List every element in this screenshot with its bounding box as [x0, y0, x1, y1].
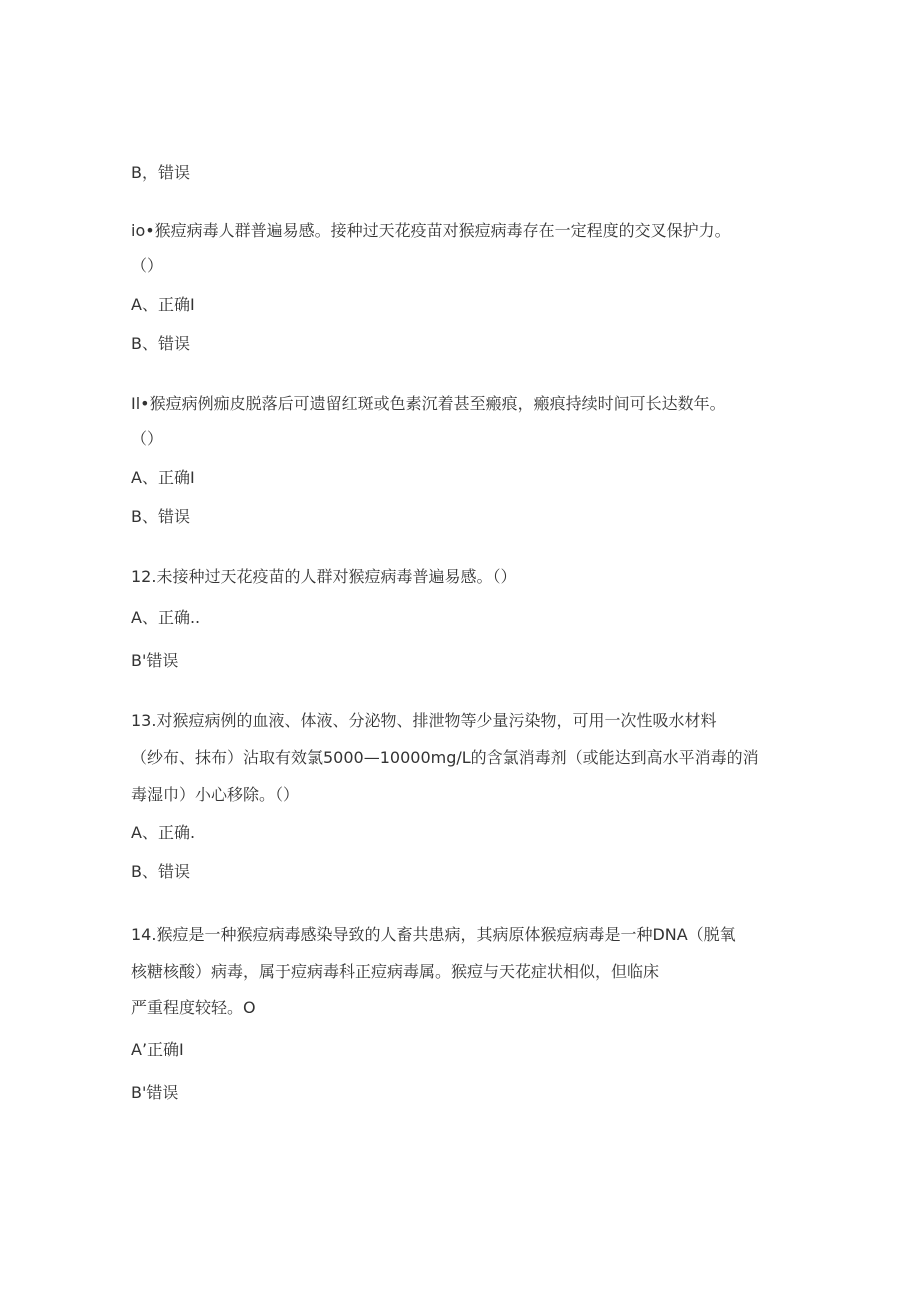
q10-question-text: io•猴痘病毒人群普遍易感。接种过天花疫苗对猴痘病毒存在一定程度的交叉保护力。 [131, 221, 731, 240]
q13-question-line-2: （纱布、抹布）沾取有效氯5000—10000mg/L的含氯消毒剂（或能达到高水平消毒的消 [131, 748, 759, 767]
q10-option-b: B、错误 [131, 334, 190, 353]
q14-question-line-2: 核糖核酸）病毒，属于痘病毒科正痘病毒属。猴痘与天花症状相似，但临床 [131, 962, 660, 981]
q10-option-a: A、正确I [131, 295, 195, 314]
q14-question-line-1: 14.猴痘是一种猴痘病毒感染导致的人畜共患病，其病原体猴痘病毒是一种DNA（脱氧 [131, 925, 736, 944]
q13-option-b: B、错误 [131, 862, 190, 881]
q10-answer-blank: （） [131, 256, 164, 275]
q12-option-b: B'错误 [131, 651, 179, 670]
q12-option-a: A、正确.. [131, 608, 201, 627]
q14-option-a: A’正确I [131, 1040, 184, 1059]
q11-option-a: A、正确I [131, 468, 195, 487]
q14-option-b: B'错误 [131, 1083, 179, 1102]
q13-question-line-3: 毒湿巾）小心移除。（） [131, 785, 300, 804]
q14-question-line-3: 严重程度较轻。O [131, 998, 256, 1017]
q13-option-a: A、正确. [131, 823, 196, 842]
q12-question-text: 12.未接种过天花疫苗的人群对猴痘病毒普遍易感。（） [131, 567, 517, 586]
q13-question-line-1: 13.对猴痘病例的血液、体液、分泌物、排泄物等少量污染物，可用一次性吸水材料 [131, 711, 717, 730]
q11-question-text: Il•猴痘病例痂皮脱落后可遗留红斑或色素沉着甚至瘢痕，瘢痕持续时间可长达数年。 [131, 394, 726, 413]
q11-answer-blank: （） [131, 429, 164, 448]
q9-option-b: B，错误 [131, 163, 190, 182]
q11-option-b: B、错误 [131, 507, 190, 526]
